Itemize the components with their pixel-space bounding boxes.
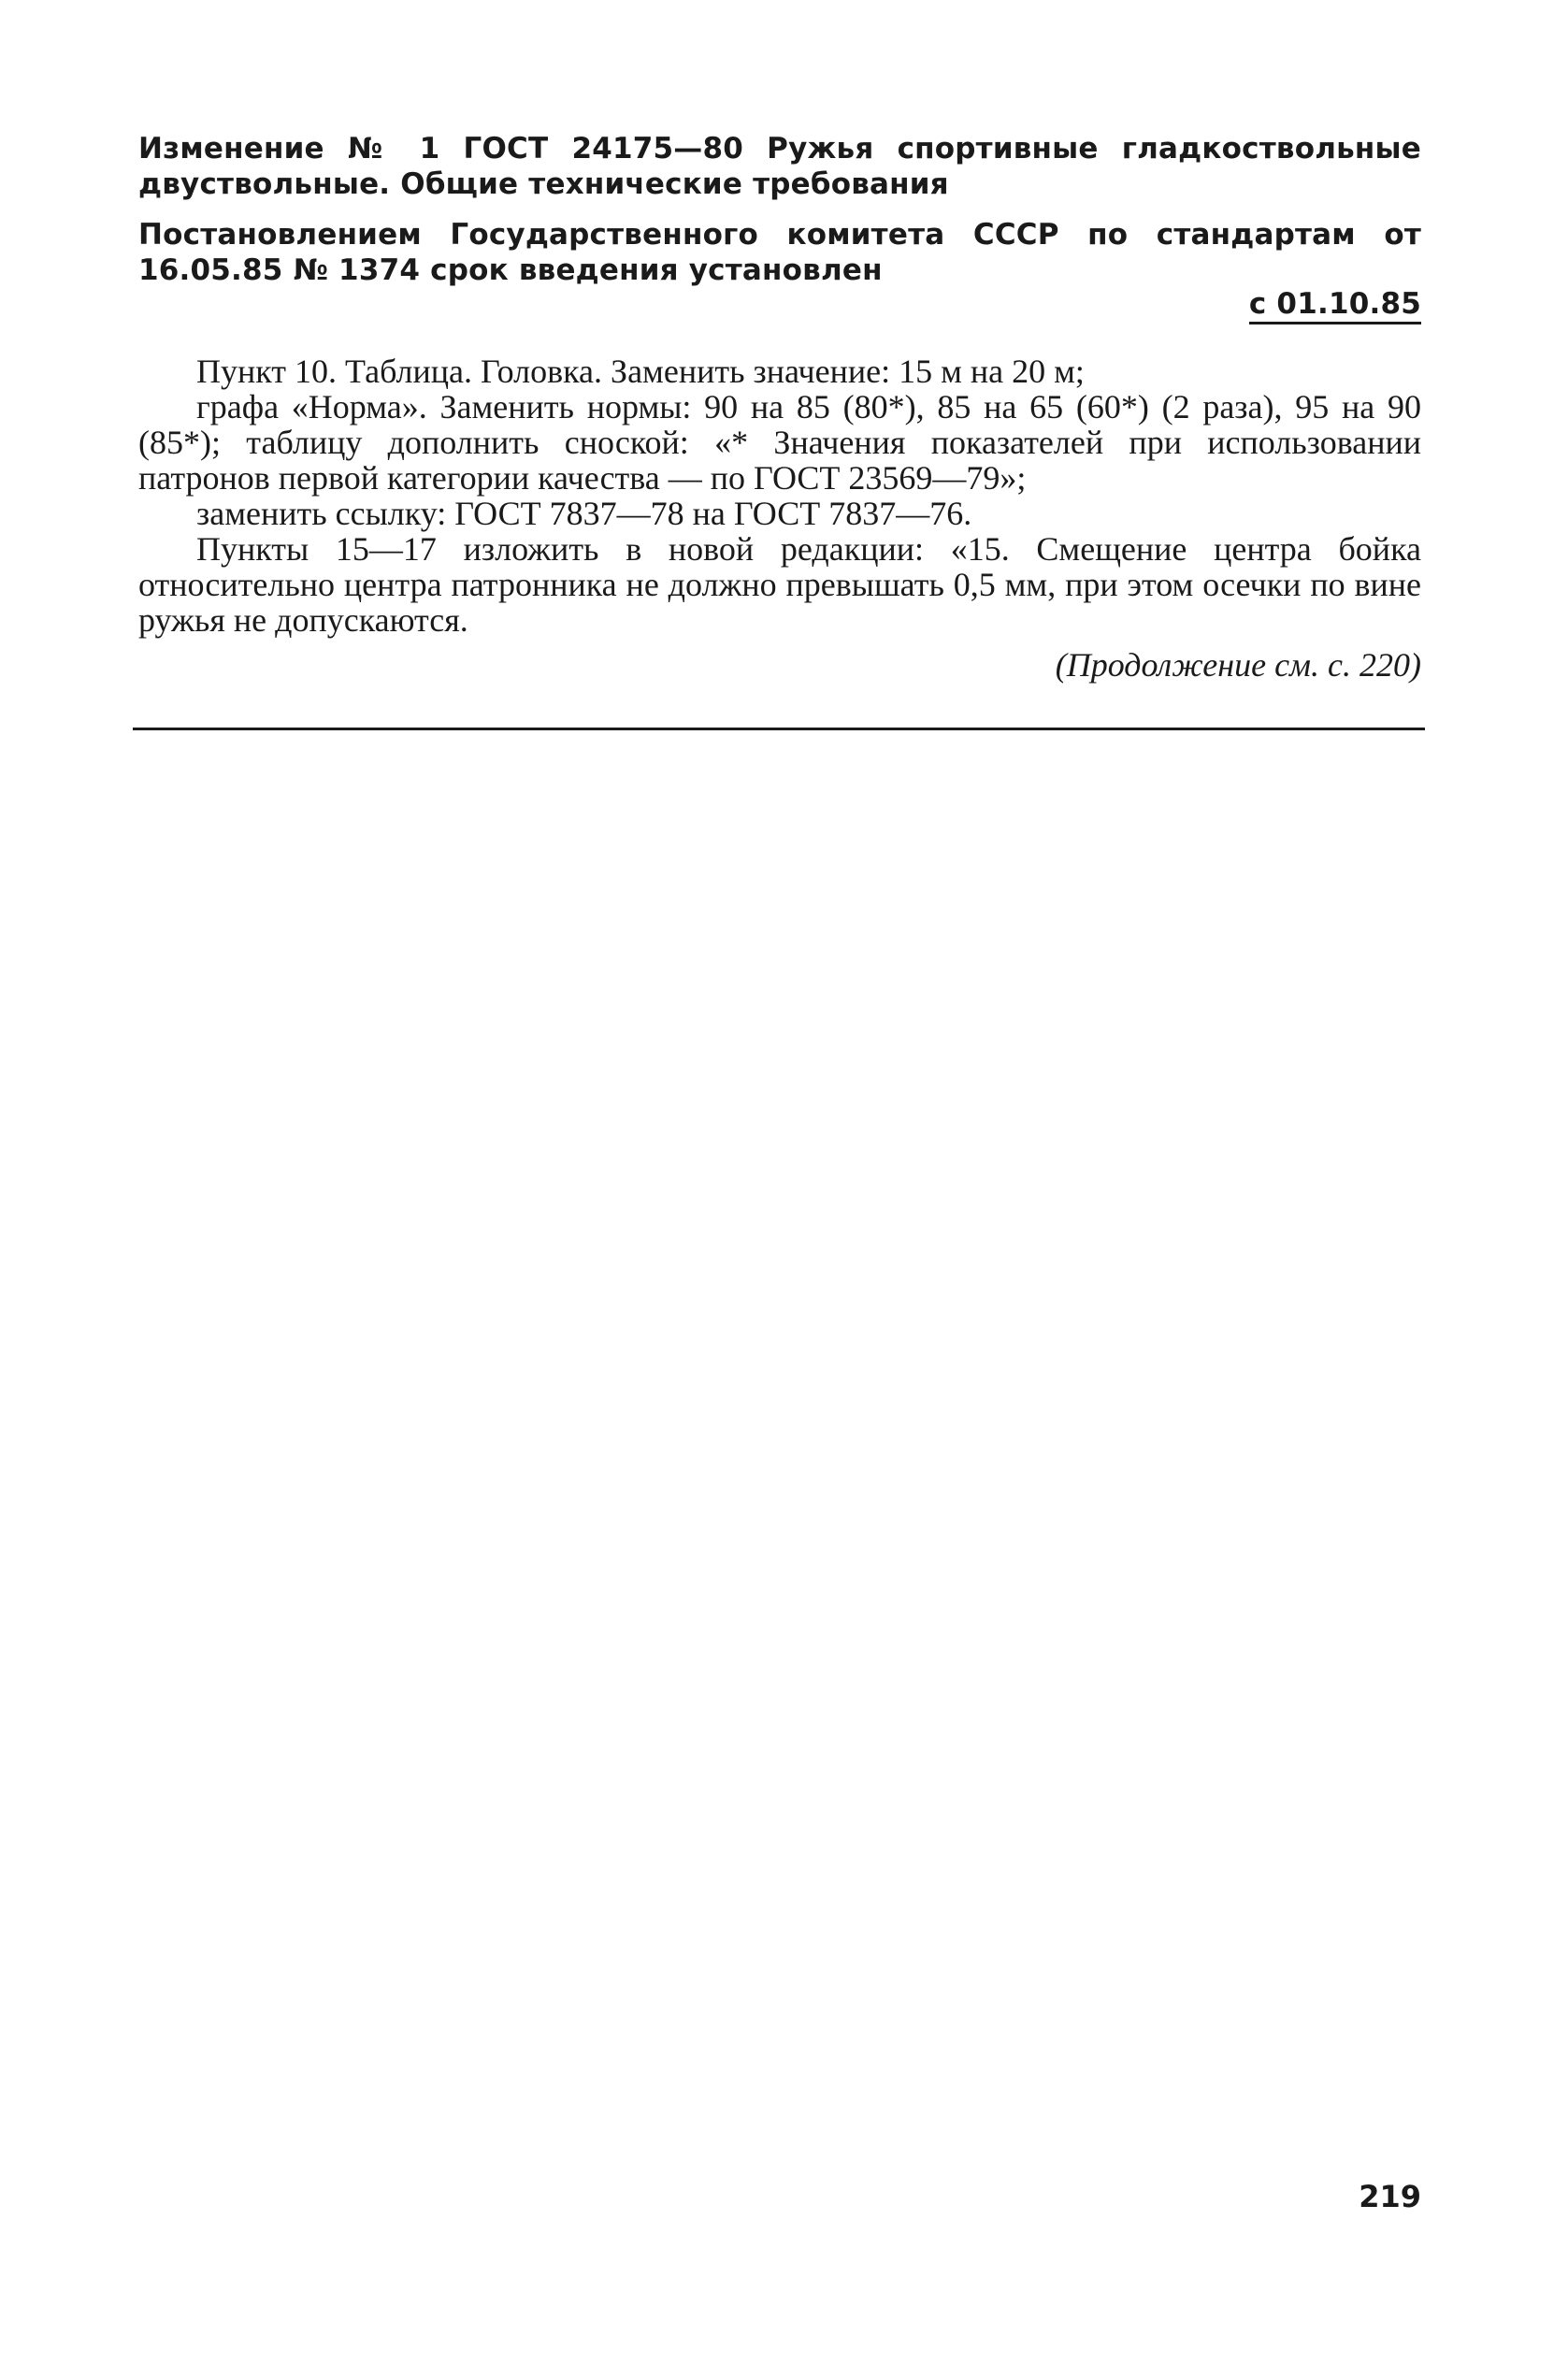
continuation-note: (Продолжение см. с. 220)	[1055, 646, 1421, 684]
paragraph-items-15-17: Пункты 15—17 изложить в новой редакции: «15. Смещение центра бойка относительно центра патронника не должно превышать 0,5 мм, при этом осечки по вине ружья не допускаются.	[138, 530, 1421, 639]
page-number: 219	[1359, 2179, 1421, 2214]
paragraph-norm-column: графа «Норма». Заменить нормы: 90 на 85 (80*), 85 на 65 (60*) (2 раза), 95 на 90 (85*); таблицу дополнить сноской: «* Значения показателей при использовании патронов первой категории качества — по ГОСТ 23569—79»;	[138, 388, 1421, 497]
paragraph-item-10: Пункт 10. Таблица. Головка. Заменить значение: 15 м на 20 м;	[196, 353, 1085, 390]
paragraph-reference-replacement: заменить ссылку: ГОСТ 7837—78 на ГОСТ 7837—76.	[196, 495, 972, 532]
decree-statement: Постановлением Государственного комитета СССР по стандартам от 16.05.85 № 1374 срок введения установлен	[138, 218, 1421, 287]
document-title: Изменение № 1 ГОСТ 24175—80 Ружья спортивные гладкоствольные двуствольные. Общие технические требования	[138, 132, 1421, 201]
section-divider	[133, 728, 1425, 730]
effective-date: с 01.10.85	[1249, 288, 1421, 324]
amendment-body	[138, 353, 1421, 638]
